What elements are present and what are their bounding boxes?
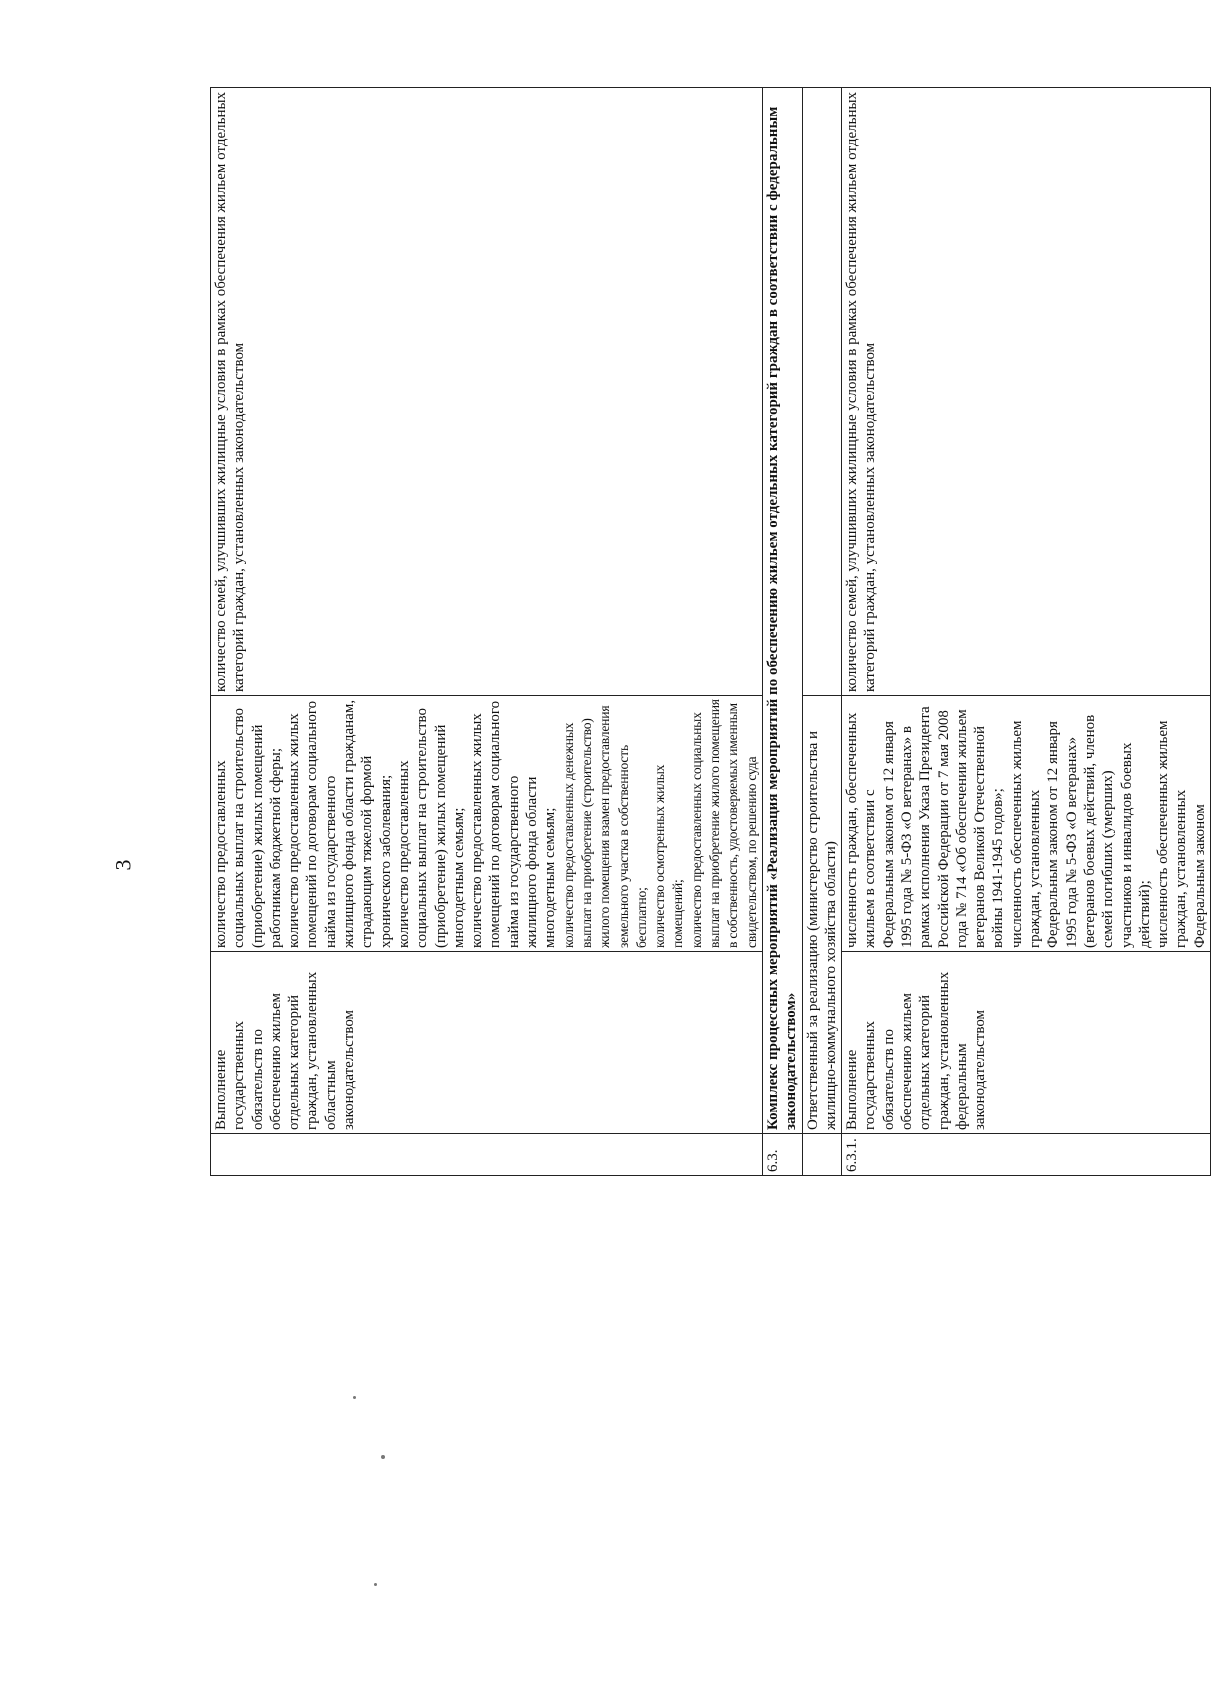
indicator-item: количество предоставленных денежных выплат на приобретение (строительство) жилого помещения взамен предоставления земельного участка в собственность бесплатно; bbox=[560, 705, 649, 948]
section-header-row bbox=[762, 88, 802, 1176]
table-row bbox=[842, 88, 1211, 1176]
indicator-item: количество предоставленных социальных выплат на строительство (приобретение) жилых помещений многодетным семьям; bbox=[395, 707, 467, 948]
indicator-item: количество осмотренных жилых помещений; bbox=[652, 764, 686, 948]
responsible-cell: Ответственный за реализацию (министерство строительства и жилищно-коммунального хозяйства области) bbox=[802, 696, 842, 1134]
rotated-table-container bbox=[210, 88, 1208, 1176]
indicator-item: количество предоставленных жилых помещений по договорам социального найма из государственного жилищного фонда области гражданам, страдающим тяжелой формой хронического заболевания; bbox=[286, 699, 394, 948]
table-row bbox=[211, 88, 763, 1176]
indicators-cell bbox=[842, 696, 1211, 952]
indicator-item: численность обеспеченных жильем граждан, установленных Федеральным законом от 12 января 1995 года № 5-ФЗ «О ветеранах» (ветеранов боевых действий, членов семей погибших (умерших) участников и инвалидов боевых действий); bbox=[1008, 714, 1153, 948]
scan-speck bbox=[381, 1455, 385, 1459]
indicators-cell bbox=[211, 696, 763, 952]
result-cell: количество семей, улучшивших жилищные условия в рамках обеспечения жильем отдельных категорий граждан, установленных законодательством bbox=[211, 88, 763, 696]
task-cell: Выполнение государственных обязательств по обеспечению жильем отдельных категорий граждан, установленных областным законодательством bbox=[211, 952, 763, 1134]
section-title: Комплекс процессных мероприятий «Реализация мероприятий по обеспечению жильем отдельных категорий граждан в соответствии с федеральным законодательством» bbox=[762, 88, 802, 1134]
measures-table bbox=[210, 87, 1211, 1176]
row-number-cell: 6.3.1. bbox=[842, 1134, 1211, 1176]
responsible-row bbox=[802, 88, 842, 1176]
section-number: 6.3. bbox=[762, 1134, 802, 1176]
indicator-item: численность граждан, обеспеченных жильем в соответствии с Федеральным законом от 12 января 1995 года № 5-ФЗ «О ветеранах» в рамках исполнения Указа Президента Российской Федерации от 7 мая 2008 года № 714 «Об обеспечении жильем ветеранов Великой Отечественной войны 1941-1945 годов»; bbox=[844, 706, 1007, 948]
result-cell: количество семей, улучшивших жилищные условия в рамках обеспечения жильем отдельных категорий граждан, установленных законодательством bbox=[842, 88, 1211, 696]
indicator-item: численность обеспеченных жильем граждан, установленных Федеральным законом bbox=[1155, 720, 1208, 948]
indicator-item: количество предоставленных жилых помещений по договорам социального найма из государственного жилищного фонда области многодетным семьям; bbox=[469, 700, 559, 948]
scan-speck bbox=[353, 1396, 356, 1399]
indicator-item: количество предоставленных социальных выплат на приобретение жилого помещения в собственность, удостоверяемых именным свидетельством, по решению суда bbox=[688, 699, 759, 948]
task-cell: Выполнение государственных обязательств по обеспечению жильем отдельных категорий граждан, установленных федеральным законодательством bbox=[842, 952, 1211, 1134]
page-number: 3 bbox=[110, 859, 136, 871]
indicator-item: количество предоставленных социальных выплат на строительство (приобретение) жилых помещений работникам бюджетной сферы; bbox=[213, 707, 284, 948]
row-number-cell bbox=[211, 1134, 763, 1176]
scan-speck bbox=[374, 1583, 377, 1586]
